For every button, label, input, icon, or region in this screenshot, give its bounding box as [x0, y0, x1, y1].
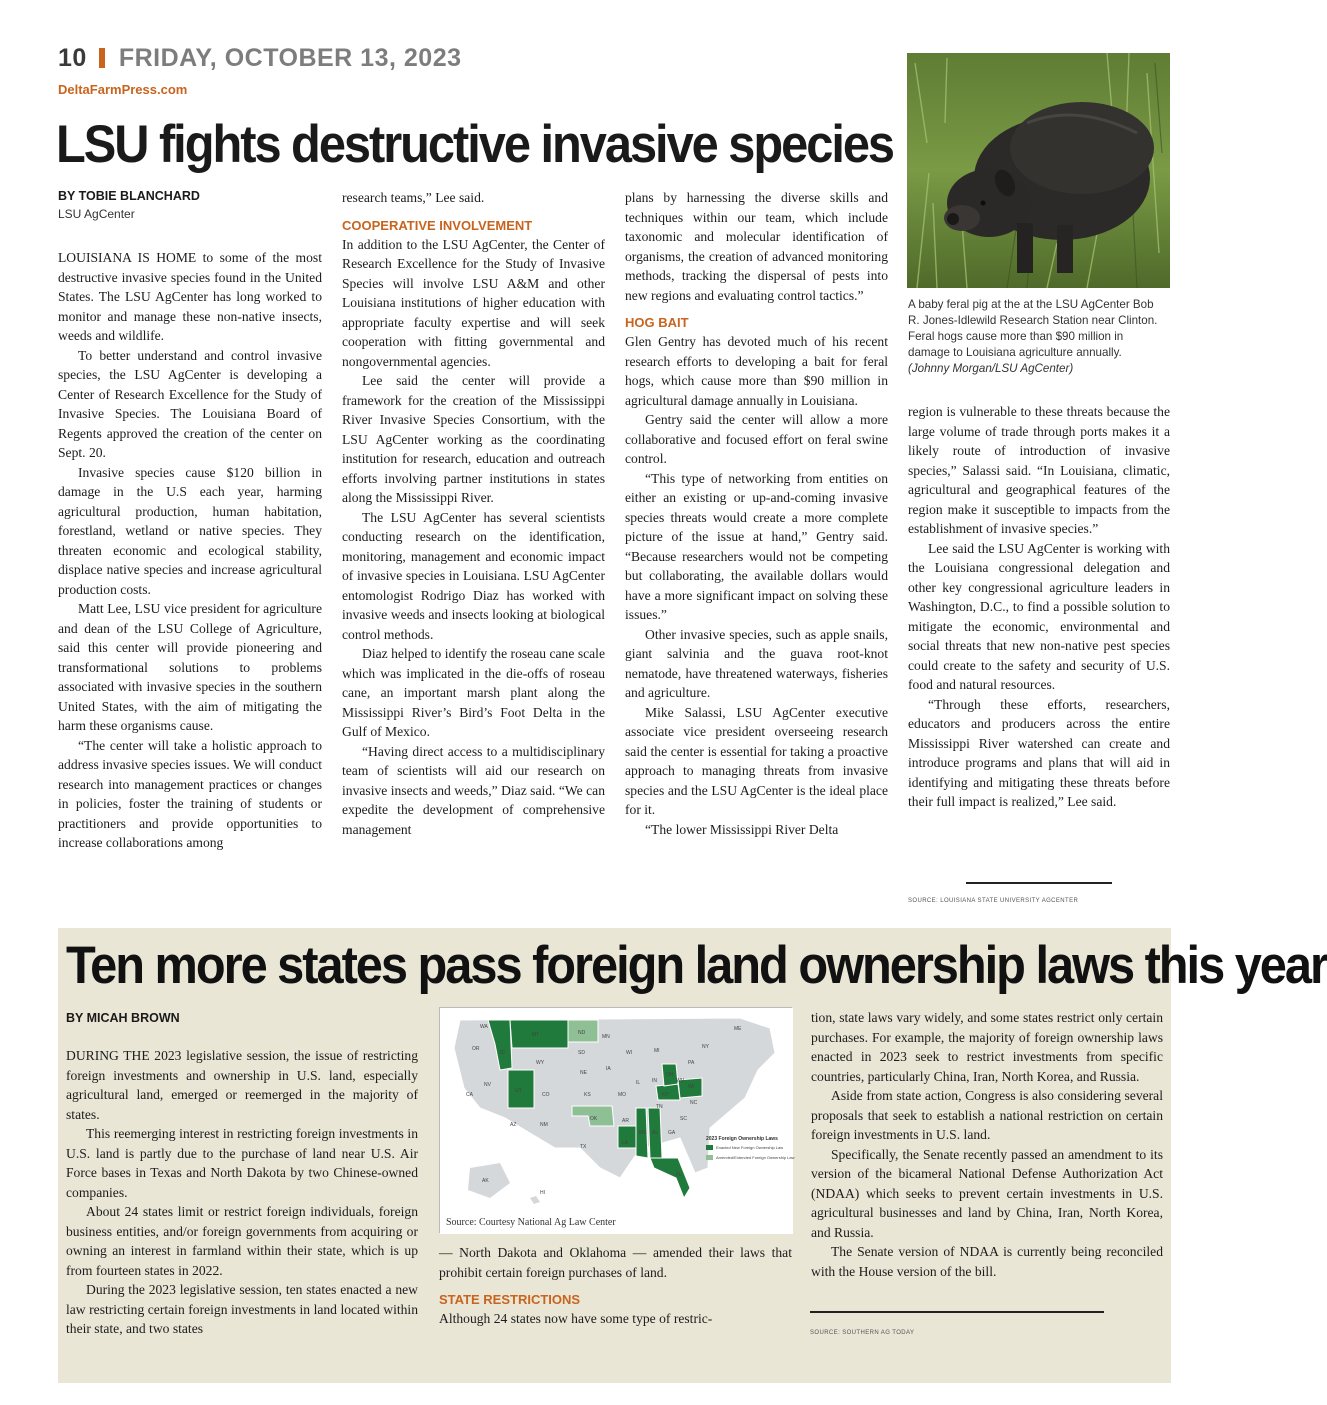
map-label: TN — [656, 1104, 663, 1110]
article1-column-1 — [58, 248, 322, 912]
article1-column-4 — [908, 402, 1170, 872]
map-label: AK — [482, 1178, 489, 1184]
paragraph: The LSU AgCenter has several scientists conducting research on the identification, monitoring, management and economic impact of invasive species in Louisiana. LSU AgCenter entomologist Rodrigo Diaz has worked with invasive weeds and insects looking at biological control methods. — [342, 509, 605, 642]
article2-source: SOURCE: SOUTHERN AG TODAY — [810, 1330, 915, 1336]
folio-divider — [99, 48, 105, 68]
map-label: MT — [532, 1032, 540, 1038]
paragraph: LOUISIANA IS HOME to some of the most destructive invasive species found in the United States. The LSU AgCenter has long worked to monitor and manage these non-native insects, weeds and wildlife. — [58, 250, 322, 343]
paragraph: Specifically, the Senate recently passed an amendment to its version of the bicameral National Defense Authorization Act (NDAA) which seeks to prevent certain investments in U.S. agricultural businesses and land by China, Iran, North Korea, and Russia. — [811, 1146, 1163, 1240]
map-label: PA — [688, 1060, 695, 1066]
feral-pig-image — [907, 53, 1170, 288]
map-label: VA — [688, 1084, 695, 1090]
article2-byline: BY MICAH BROWN — [66, 1011, 180, 1025]
paragraph: plans by harnessing the diverse skills and techniques within our team, which include taxonomic and molecular identification of organisms, the creation of advanced monitoring methods, tracking the dispersal of pests into new regions and evaluating control tactics.” — [625, 190, 888, 303]
paragraph: “This type of networking from entities on either an existing or up-and-coming invasive species threats would create a more complete picture of the issue at hand,” Gentry said. “Because researchers would not be competing but collaborating, the available dollars would have a more significant impact on solving these issues.” — [625, 470, 888, 622]
page-number: 10 — [58, 44, 87, 72]
map-label: OR — [472, 1046, 480, 1052]
article-headline: LSU fights destructive invasive species — [56, 115, 894, 174]
article1-source: SOURCE: LOUISIANA STATE UNIVERSITY AGCENTER — [908, 898, 1079, 904]
map-label: GA — [668, 1130, 676, 1136]
paragraph: “The lower Mississippi River Delta — [645, 821, 839, 837]
map-label: CO — [542, 1092, 550, 1098]
paragraph: Although 24 states now have some type of restric- — [439, 1311, 713, 1326]
map-label: TX — [580, 1144, 587, 1150]
map-legend-enacted: Enacted New Foreign Ownership Law — [716, 1145, 784, 1150]
foreign-ownership-map — [439, 1007, 795, 1233]
paragraph: Lee said the LSU AgCenter is working with the Louisiana congressional delegation and other key congressional agriculture leaders in Washington, D.C., to find a possible solution to mitigate the economic, environmental and social threats that new non-native pest species could create to the safety and security of U.S. food and natural resources. — [908, 540, 1170, 692]
paragraph: Mike Salassi, LSU AgCenter executive associate vice president overseeing research said the center is essential for taking a proactive approach to managing threats from invasive species and the LSU AgCenter is the ideal place for it. — [625, 704, 888, 817]
map-label: KS — [584, 1092, 591, 1098]
map-label: IA — [606, 1066, 611, 1072]
map-label: AL — [652, 1130, 659, 1136]
paragraph: To better understand and control invasive species, the LSU AgCenter is developing a Center of Research Excellence for the Study of Invasive Species. The Louisiana Board of Regents approved the creation of the center on Sept. 20. — [58, 347, 322, 460]
caption-text: A baby feral pig at the at the LSU AgCenter Bob R. Jones-Idlewild Research Station near Clinton. Feral hogs cause more than $90 million in damage to Louisiana agriculture annually. — [908, 298, 1158, 359]
map-legend-amended: Amended/Extended Foreign Ownership Law — [716, 1155, 795, 1160]
source-rule — [966, 882, 1112, 884]
paragraph: DURING THE 2023 legislative session, the issue of restricting foreign investments and ownership in U.S. land, especially agricultural land, emerged or reemerged in the majority of states. — [66, 1048, 418, 1122]
feral-pig-photo — [907, 53, 1170, 288]
subhead-hog-bait: HOG BAIT — [625, 315, 689, 330]
map-label: HI — [540, 1190, 545, 1196]
map-label: WV — [676, 1078, 685, 1084]
paragraph: During the 2023 legislative session, ten states enacted a new law restricting certain foreign investments in land located within their state, and two states — [66, 1282, 418, 1336]
map-label: ME — [734, 1026, 742, 1032]
paragraph: About 24 states limit or restrict foreign individuals, foreign business entities, and/or foreign governments from acquiring or owning an interest in farmland within their state, which is up from fourteen states in 2022. — [66, 1204, 418, 1278]
map-label: MI — [654, 1048, 660, 1054]
issue-date: FRIDAY, OCTOBER 13, 2023 — [118, 44, 462, 72]
map-label: WY — [536, 1060, 545, 1066]
site-url[interactable]: DeltaFarmPress.com — [58, 82, 188, 97]
paragraph: Gentry said the center will allow a more collaborative and focused effort on feral swine control. — [625, 412, 888, 466]
paragraph: tion, state laws vary widely, and some states restrict only certain purchases. For example, the majority of foreign ownership laws enacted in 2023 seek to restrict investments from specific countries, particularly China, Iran, North Korea, and Russia. — [811, 1010, 1163, 1084]
article2-column-2 — [439, 1243, 792, 1343]
paragraph: “The center will take a holistic approach to address invasive species issues. We will conduct research into management practices or changes in policies, foster the training of students or practitioners and provide opportunities to increase collaborations among — [58, 737, 322, 850]
page-folio — [58, 44, 462, 73]
map-label: MO — [618, 1092, 627, 1098]
photo-credit: (Johnny Morgan/LSU AgCenter) — [908, 362, 1074, 375]
subhead-state-restrictions: STATE RESTRICTIONS — [439, 1292, 581, 1307]
map-label: UT — [515, 1088, 522, 1094]
paragraph: Aside from state action, Congress is also considering several proposals that seek to establish a national restriction on certain foreign investments in U.S. land. — [811, 1088, 1163, 1142]
paragraph: The Senate version of NDAA is currently being reconciled with the House version of the bill. — [811, 1244, 1163, 1279]
map-label: OK — [590, 1116, 598, 1122]
map-label: SD — [578, 1050, 585, 1056]
map-label: MN — [602, 1034, 610, 1040]
map-label: KY — [662, 1092, 669, 1098]
paragraph: Diaz helped to identify the roseau cane scale which was implicated in the die-offs of roseau cane, an important marsh plant along the Mississippi River’s Bird’s Foot Delta in the Gulf of Mexico. — [342, 646, 605, 739]
map-label: MS — [639, 1130, 647, 1136]
paragraph: Matt Lee, LSU vice president for agriculture and dean of the LSU College of Agriculture, said this center will provide pioneering and transformational solutions to problems associated with invasive species in the southern United States, with the aim of mitigating the harm these organisms cause. — [58, 601, 322, 733]
paragraph: research teams,” Lee said. — [342, 190, 485, 205]
paragraph: Other invasive species, such as apple snails, giant salvinia and the guava root-knot nematode, have threatened waterways, fisheries and agriculture. — [625, 626, 888, 700]
paragraph: This reemerging interest in restricting foreign investments in U.S. land is partly due to the purchase of land near U.S. Air Force bases in Texas and North Dakota by two Chinese-owned companies. — [66, 1126, 418, 1200]
paragraph: In addition to the LSU AgCenter, the Center of Research Excellence for the Study of Invasive Species will involve LSU A&M and other Louisiana institutions of higher education with appropriate faculty expertise and will seek cooperation with fitting governmental and nongovernmental agencies. — [342, 236, 605, 369]
paragraph: region is vulnerable to these threats because the large volume of trade through ports makes it a likely route of introduction of invasive species,” Salassi said. “In Louisiana, climatic, agricultural and geographical features of the region make it susceptible to impacts from the establishment of invasive species.” — [908, 404, 1170, 536]
paragraph: — North Dakota and Oklahoma — amended their laws that prohibit certain foreign purchases of land. — [439, 1245, 792, 1280]
map-label: ID — [500, 1050, 505, 1056]
article2-headline: Ten more states pass foreign land ownership laws this year — [66, 936, 1327, 995]
article1-column-3 — [625, 188, 888, 912]
map-label: NC — [690, 1100, 698, 1106]
map-label: AR — [622, 1118, 629, 1124]
subhead-cooperative-involvement: COOPERATIVE INVOLVEMENT — [342, 217, 533, 233]
map-label: WI — [626, 1050, 633, 1056]
map-label: AZ — [510, 1122, 517, 1128]
article1-column-2 — [342, 188, 605, 912]
paragraph: “Having direct access to a multidisciplinary team of scientists will aid our research on invasive insects and weeds,” Diaz said. “We can expedite the development of comprehensive management — [342, 743, 605, 837]
map-label: CA — [466, 1092, 473, 1098]
paragraph: Invasive species cause $120 billion in damage in the U.S each year, harming agricultural production, human habitation, forestland, wetland or native species. They threaten economic and ecological stability, displace native species and increase agricultural production costs. — [58, 464, 322, 597]
source-rule — [810, 1311, 1104, 1313]
map-legend-title: 2023 Foreign Ownership Laws — [706, 1136, 778, 1142]
paragraph: Lee said the center will provide a framework for the creation of the Mississippi River Invasive Species Consortium, with the LSU AgCenter working as the coordinating institution for research, education and outreach efforts involving partner institutions in states along the Mississippi River. — [342, 373, 605, 505]
map-label: IN — [652, 1078, 657, 1084]
byline: BY TOBIE BLANCHARD — [58, 189, 200, 203]
map-label: WA — [480, 1024, 488, 1030]
map-label: FL — [676, 1172, 682, 1178]
map-label: NV — [484, 1082, 491, 1088]
map-label: SC — [680, 1116, 687, 1122]
byline-affiliation: LSU AgCenter — [58, 207, 135, 221]
map-label: NM — [540, 1122, 548, 1128]
map-label: LA — [622, 1140, 629, 1146]
us-map-graphic — [440, 1008, 793, 1234]
map-label: ND — [578, 1030, 586, 1036]
article2-column-3 — [811, 1008, 1163, 1300]
article2-column-1 — [66, 1046, 418, 1342]
map-label: NY — [702, 1044, 709, 1050]
paragraph: “Through these efforts, researchers, educators and producers across the entire Mississippi River watershed can create and introduce programs and plans that will aid in identifying and mitigating these threats before their full impact is realized,” Lee said. — [908, 696, 1170, 809]
photo-caption — [908, 297, 1166, 377]
map-label: IL — [636, 1080, 641, 1086]
map-source: Source: Courtesy National Ag Law Center — [446, 1217, 616, 1228]
map-label: OH — [666, 1072, 674, 1078]
map-label: NE — [580, 1070, 587, 1076]
paragraph: Glen Gentry has devoted much of his recent research efforts to developing a bait for feral hogs, which cause more than $90 million in agricultural damage annually in Louisiana. — [625, 334, 888, 408]
